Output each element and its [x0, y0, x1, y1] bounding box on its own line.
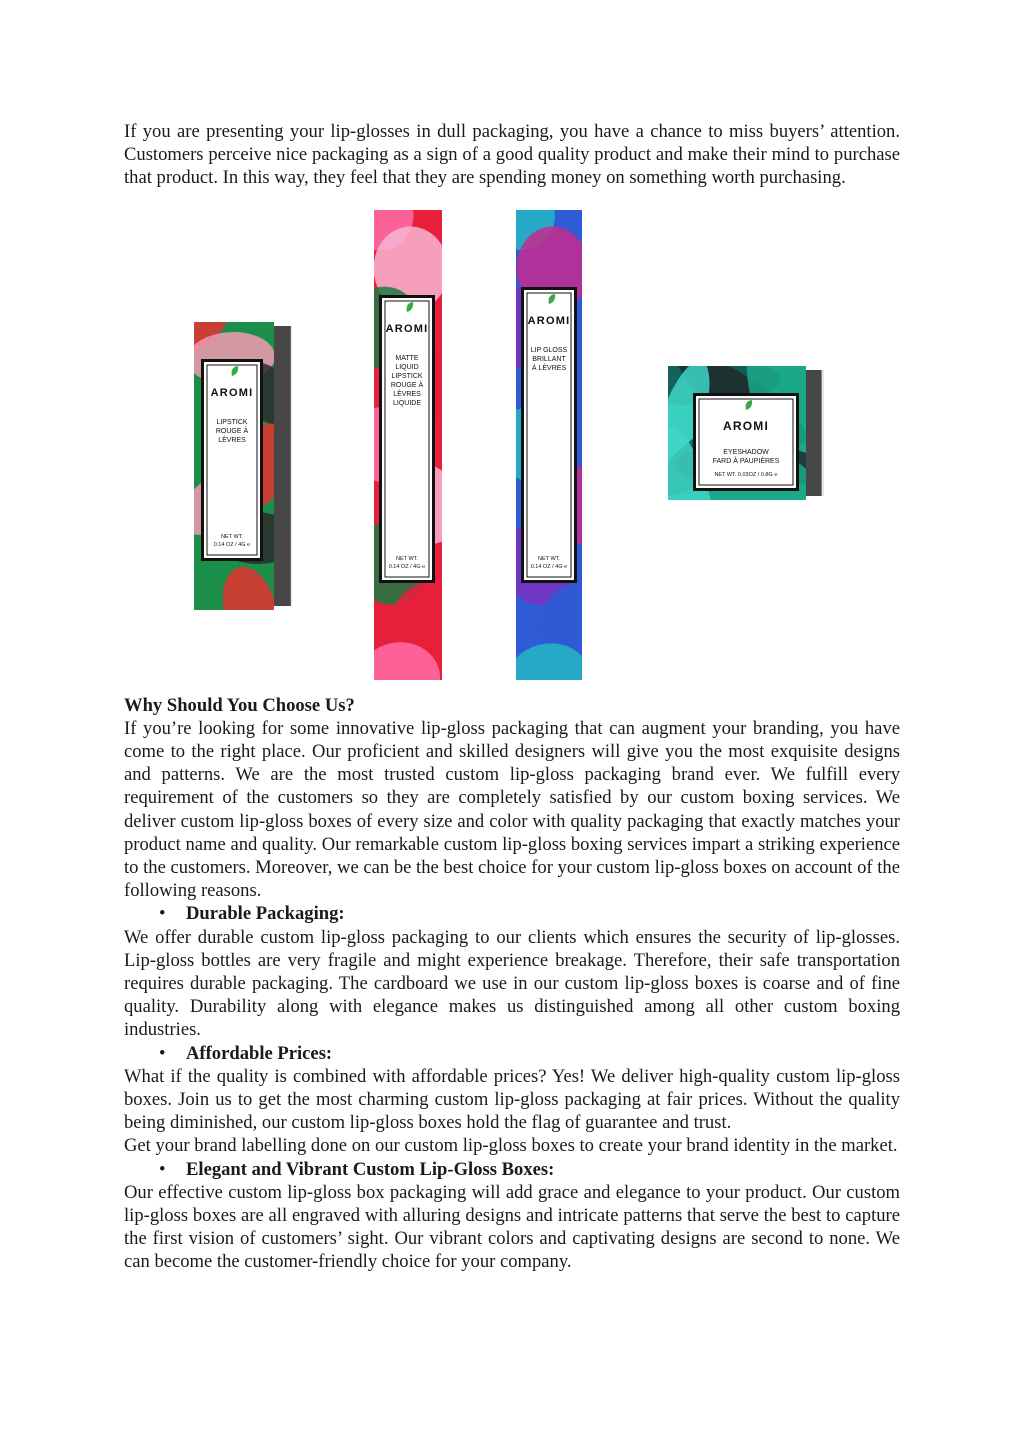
box-label-line: ROUGE À [215, 427, 249, 435]
reason-title: Durable Packaging: [186, 903, 345, 925]
bullet-icon: • [159, 1042, 166, 1064]
box-label-line: LÈVRES [218, 436, 246, 444]
box-brand: AROMI [723, 418, 769, 433]
box-label-line: LIQUID [395, 363, 419, 371]
box-label-line: LIPSTICK [216, 418, 248, 426]
reasons-list [124, 902, 900, 1273]
box-brand: AROMI [385, 322, 429, 335]
box-label-line: À LÈVRES [531, 364, 567, 372]
box-label-line: LIPSTICK [391, 372, 423, 380]
box-label-line: LIQUIDE [392, 399, 422, 407]
reason-paragraph: Get your brand labelling done on our custom lip-gloss boxes to create your brand identity in the market. [124, 1135, 898, 1157]
reason-heading [124, 1042, 900, 1065]
bullet-icon: • [159, 1158, 166, 1180]
box-net-weight: 0.14 OZ / 4G ℮ [530, 563, 568, 570]
box-label-line: LÈVRES [393, 390, 421, 398]
product-box [461, 208, 632, 694]
reason-title: Elegant and Vibrant Custom Lip-Gloss Boxes: [186, 1158, 555, 1180]
reason-paragraph: We offer durable custom lip-gloss packaging to our clients which ensures the security of lip-glosses. Lip-gloss bottles are very fragile and might experience breakage. Therefore, their safe transportation requires durable packaging. The cardboard we use in our custom lip-gloss boxes is coarse and of fine quality. Durability along with elegance makes us distinguished among all other custom boxing industries. [124, 926, 900, 1041]
reason-title: Affordable Prices: [186, 1042, 333, 1064]
section-paragraph: If you’re looking for some innovative lip-gloss packaging that can augment your branding, you have come to the right place. Our proficient and skilled designers will give you the most exquisite designs and patterns. We are the most trusted custom lip-gloss packaging brand ever. We fulfill every requirement of the customers so they are completely satisfied by our custom boxing services. We deliver custom lip-gloss boxes of every size and color with quality packaging that exactly matches your product name and quality. Our remarkable custom lip-gloss boxing services impart a striking experience to the customers. Moreover, we can be the best choice for your custom lip-gloss boxes on account of the following reasons. [124, 717, 900, 902]
reason-heading [124, 1158, 900, 1181]
reason-paragraph: Our effective custom lip-gloss box packaging will add grace and elegance to your product. Our custom lip-gloss boxes are all engraved with alluring designs and intricate patterns that serve the best to capture the first vision of customers’ sight. Our vibrant colors and captivating designs are second to none. We can become the customer-friendly choice for your company. [124, 1181, 900, 1273]
box-label-line: ROUGE À [390, 381, 424, 389]
box-net-weight: NET WT. [221, 533, 243, 540]
box-net-weight: 0.14 OZ / 4G ℮ [213, 541, 251, 548]
box-label-line: MATTE [395, 354, 419, 362]
product-box [318, 208, 485, 694]
product-box [144, 273, 319, 658]
section-heading: Why Should You Choose Us? [124, 694, 355, 716]
document-page [124, 120, 900, 1274]
box-net-weight: 0.14 OZ / 4G ℮ [388, 563, 426, 570]
box-brand: AROMI [210, 386, 254, 399]
box-label-line: LIP GLOSS [530, 346, 568, 354]
reason-heading [124, 902, 900, 925]
box-net-weight: NET WT. 0.03OZ / 0.8G ℮ [714, 471, 778, 478]
box-net-weight: NET WT. [538, 555, 560, 562]
bullet-icon: • [159, 903, 166, 925]
product-box [596, 300, 862, 579]
packaging-boxes-photo [124, 208, 900, 694]
box-net-weight: NET WT. [396, 555, 418, 562]
box-label-line: FARD À PAUPIÈRES [712, 457, 780, 465]
product-image [124, 208, 900, 694]
box-label-line: BRILLANT [532, 355, 566, 363]
box-label-line: EYESHADOW [723, 448, 769, 456]
reason-paragraph: What if the quality is combined with affordable prices? Yes! We deliver high-quality custom lip-gloss boxes. Join us to get the most charming custom lip-gloss packaging at fair prices. Without the quality being diminished, our custom lip-gloss boxes hold the flag of guarantee and trust. [124, 1065, 900, 1134]
box-brand: AROMI [527, 314, 571, 327]
intro-paragraph: If you are presenting your lip-glosses in dull packaging, you have a chance to miss buyers’ attention. Customers perceive nice packaging as a sign of a good quality product and make their mind to purchase that product. In this way, they feel that they are spending money on something worth purchasing. [124, 121, 900, 189]
